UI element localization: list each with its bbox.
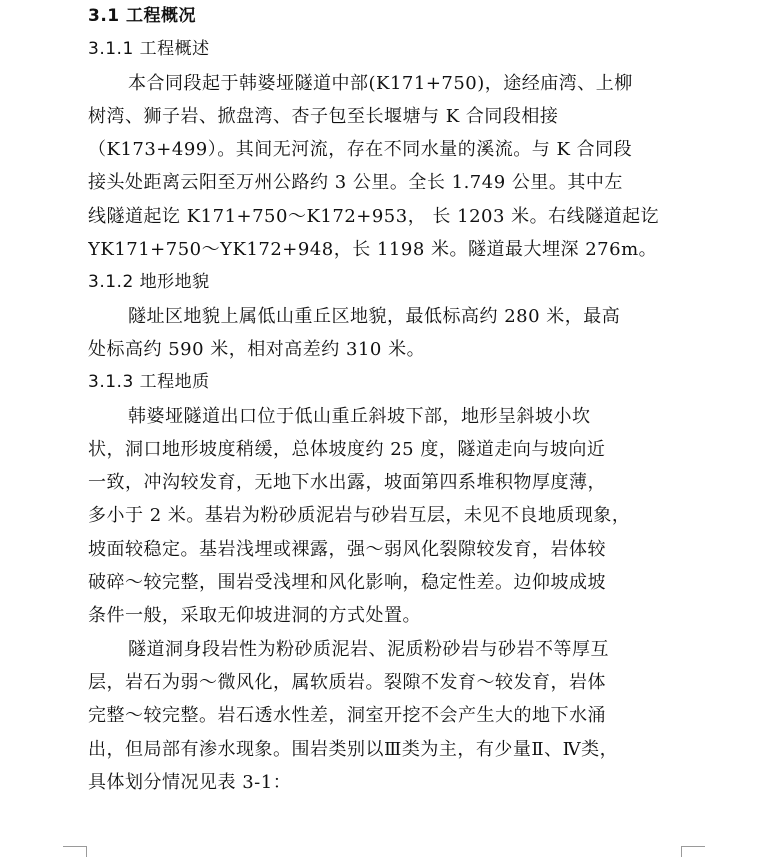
text-line: 处标高约 590 米，相对高差约 310 米。	[88, 338, 426, 360]
text-line: 坡面较稳定。基岩浅埋或裸露，强～弱风化裂隙较发育，岩体较	[88, 538, 606, 560]
text-line: （K173+499）。其间无河流，存在不同水量的溪流。与 K 合同段	[88, 139, 633, 161]
text-line: 线隧道起讫 K171+750～K172+953， 长 1203 米。右线隧道起讫	[88, 205, 660, 227]
text-line: 本合同段起于韩婆垭隧道中部(K171+750)，途经庙湾、上柳	[128, 72, 633, 94]
text-line: 隧址区地貌上属低山重丘区地貌，最低标高约 280 米，最高	[128, 305, 621, 327]
text-line: 条件一般，采取无仰坡进洞的方式处置。	[88, 605, 421, 627]
section-heading: 3.1 工程概况	[88, 6, 197, 26]
page-corner-mark-right	[681, 846, 705, 857]
subsection-heading-overview: 3.1.1 工程概述	[88, 39, 210, 60]
text-line: 破碎～较完整，围岩受浅埋和风化影响，稳定性差。边仰坡成坡	[88, 572, 606, 594]
text-line: YK171+750～YK172+948，长 1198 米。隧道最大埋深 276m。	[88, 239, 658, 261]
subsection-heading-geology: 3.1.3 工程地质	[88, 372, 210, 393]
text-line: 树湾、狮子岩、掀盘湾、杏子包至长堰塘与 K 合同段相接	[88, 105, 559, 127]
text-line: 隧道洞身段岩性为粉砂质泥岩、泥质粉砂岩与砂岩不等厚互	[128, 638, 609, 660]
document-body	[88, 0, 680, 799]
text-line: 接头处距离云阳至万州公路约 3 公里。全长 1.749 公里。其中左	[88, 172, 623, 194]
text-line: 出，但局部有渗水现象。围岩类别以Ⅲ类为主，有少量Ⅱ、Ⅳ类，	[88, 738, 619, 760]
text-line: 多小于 2 米。基岩为粉砂质泥岩与砂岩互层，未见不良地质现象，	[88, 505, 631, 527]
paragraph-geology-exit	[88, 400, 680, 633]
paragraph-geology-body	[88, 633, 680, 799]
text-line: 具体划分情况见表 3-1：	[88, 771, 292, 793]
text-line: 一致，冲沟较发育，无地下水出露，坡面第四系堆积物厚度薄，	[88, 472, 606, 494]
text-line: 韩婆垭隧道出口位于低山重丘斜坡下部，地形呈斜坡小坎	[128, 405, 591, 427]
paragraph-terrain	[88, 300, 680, 367]
page-corner-mark-left	[63, 846, 87, 857]
text-line: 完整～较完整。岩石透水性差，洞室开挖不会产生大的地下水涌	[88, 705, 606, 727]
text-line: 层，岩石为弱～微风化，属软质岩。裂隙不发育～较发育，岩体	[88, 671, 606, 693]
subsection-heading-terrain: 3.1.2 地形地貌	[88, 272, 210, 293]
text-line: 状，洞口地形坡度稍缓，总体坡度约 25 度，隧道走向与坡向近	[88, 438, 606, 460]
paragraph-overview	[88, 67, 680, 267]
